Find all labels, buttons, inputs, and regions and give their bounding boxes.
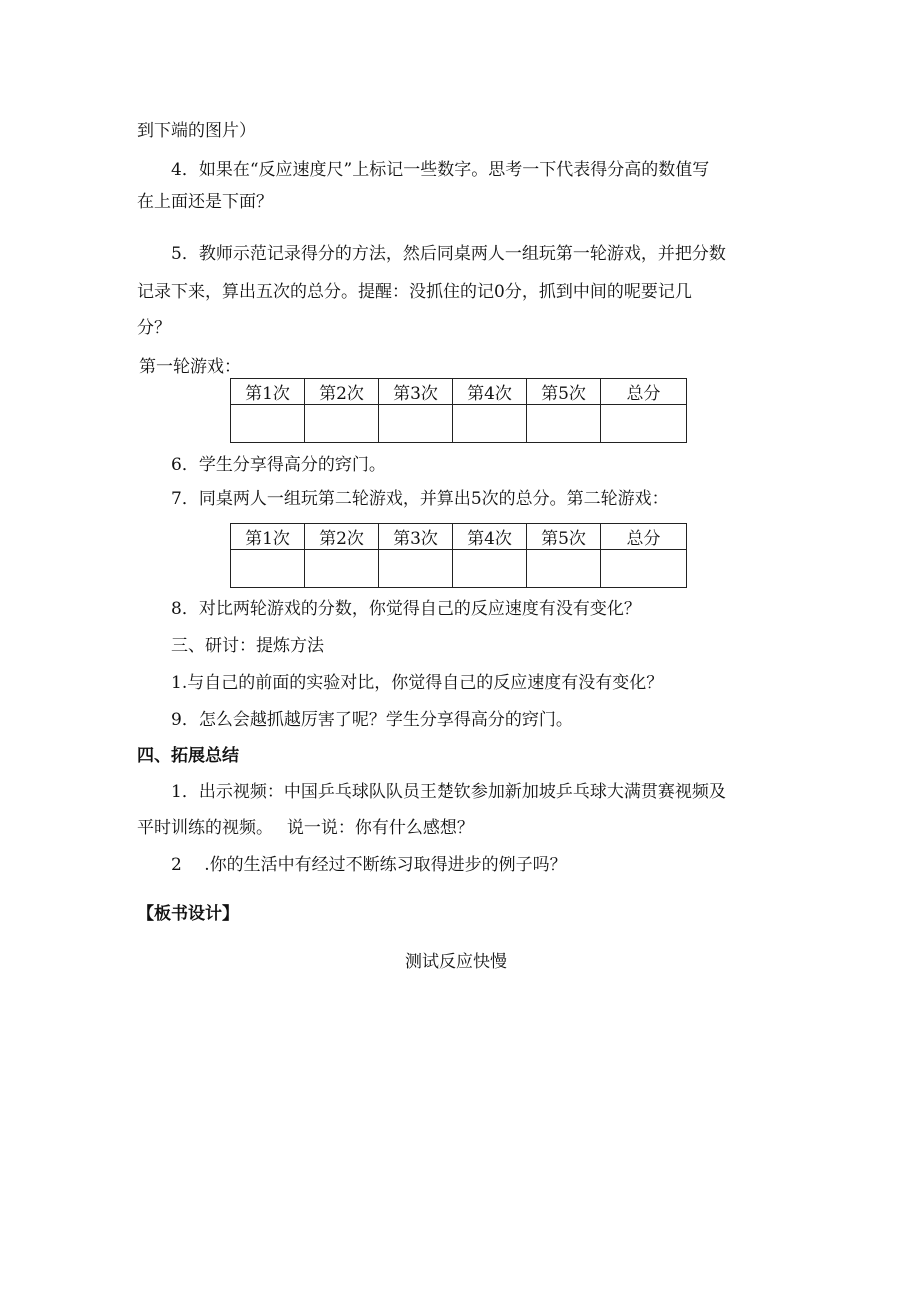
table-cell <box>453 550 527 588</box>
table-header-cell: 第4次 <box>453 524 527 550</box>
table-cell <box>305 550 379 588</box>
table-header-cell: 第2次 <box>305 524 379 550</box>
text-line: 平时训练的视频。 说一说：你有什么感想？ <box>137 818 474 838</box>
table-header-cell: 第5次 <box>527 379 601 405</box>
table-row <box>231 550 687 588</box>
text-line: 分？ <box>137 318 171 338</box>
table-header-cell: 第5次 <box>527 524 601 550</box>
text-line: 7．同桌两人一组玩第二轮游戏，并算出5次的总分。第二轮游戏： <box>171 489 669 509</box>
board-title: 测试反应快慢 <box>405 952 507 972</box>
table-caption: 第一轮游戏： <box>139 357 241 377</box>
text-line: 5．教师示范记录得分的方法，然后同桌两人一组玩第一轮游戏，并把分数 <box>171 244 726 264</box>
text-line: 1.与自己的前面的实验对比，你觉得自己的反应速度有没有变化？ <box>171 673 664 693</box>
section-heading: 三、研讨：提炼方法 <box>171 636 324 656</box>
table-cell <box>231 550 305 588</box>
table-header-cell: 第3次 <box>379 379 453 405</box>
score-table-round-2 <box>230 523 687 588</box>
table-header-cell: 第3次 <box>379 524 453 550</box>
score-table-round-1 <box>230 378 687 443</box>
table-cell <box>601 405 687 443</box>
table-cell <box>453 405 527 443</box>
text-line: 到下端的图片） <box>137 121 256 141</box>
table-header-row <box>231 524 687 550</box>
table-header-row <box>231 379 687 405</box>
table-header-cell: 第1次 <box>231 524 305 550</box>
table-header-cell: 第1次 <box>231 379 305 405</box>
table-cell <box>379 550 453 588</box>
table-header-cell: 总分 <box>601 379 687 405</box>
text-line: 4．如果在“反应速度尺”上标记一些数字。思考一下代表得分高的数值写 <box>171 160 710 180</box>
table-header-cell: 总分 <box>601 524 687 550</box>
table-cell <box>527 405 601 443</box>
text-line: 2 .你的生活中有经过不断练习取得进步的例子吗？ <box>171 855 567 875</box>
table-cell <box>601 550 687 588</box>
table-header-cell: 第4次 <box>453 379 527 405</box>
table-cell <box>231 405 305 443</box>
table-row <box>231 405 687 443</box>
table-header-cell: 第2次 <box>305 379 379 405</box>
text-line: 记录下来，算出五次的总分。提醒：没抓住的记0分，抓到中间的呢要记几 <box>137 282 692 302</box>
table-cell <box>305 405 379 443</box>
table-cell <box>527 550 601 588</box>
text-line: 在上面还是下面？ <box>137 192 273 212</box>
text-line: 1．出示视频：中国乒乓球队队员王楚钦参加新加坡乒乓球大满贯赛视频及 <box>171 782 726 802</box>
section-heading: 【板书设计】 <box>137 904 239 924</box>
text-line: 9．怎么会越抓越厉害了呢？学生分享得高分的窍门。 <box>171 710 573 730</box>
text-line: 6．学生分享得高分的窍门。 <box>171 455 386 475</box>
section-heading: 四、拓展总结 <box>137 746 239 766</box>
table-cell <box>379 405 453 443</box>
text-line: 8．对比两轮游戏的分数，你觉得自己的反应速度有没有变化？ <box>171 599 641 619</box>
